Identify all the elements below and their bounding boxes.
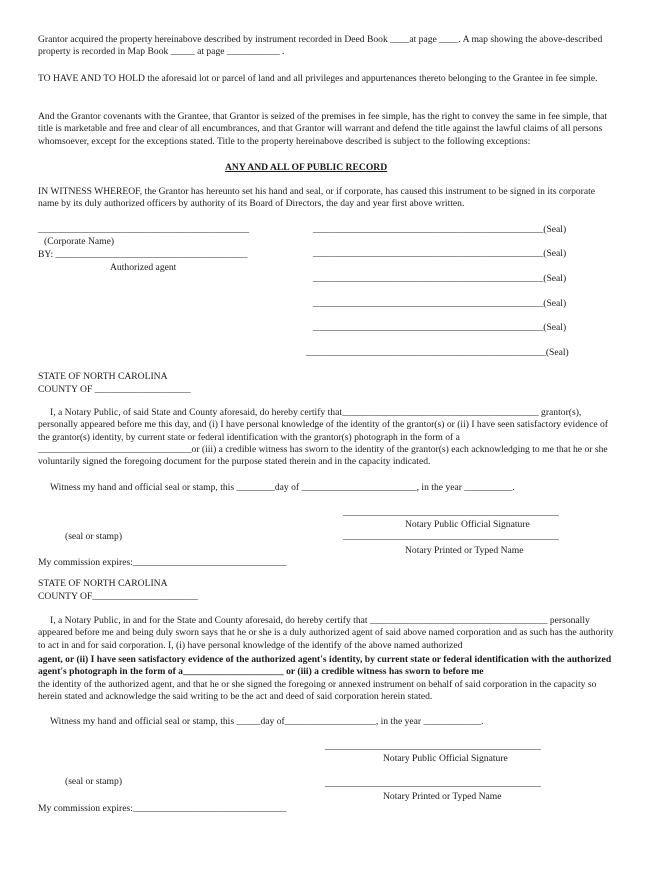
notary2-printed-name-label: Notary Printed or Typed Name xyxy=(383,791,502,802)
notary2-seal-label: (seal or stamp) xyxy=(65,776,123,787)
in-witness-paragraph: IN WITNESS WHEREOF, the Grantor has hereunto set his hand and seal, or if corporate, has caused this instrument to be signed in its corporate name by its duly authorized officers by authority of its Board of Directors, the day and year first above written. xyxy=(38,186,596,210)
notary1-signature-line: _____________________________________________ xyxy=(343,507,559,518)
notary2-commission-expires: My commission expires:________________________________ xyxy=(38,803,287,814)
notary2-state: STATE OF NORTH CAROLINA xyxy=(38,578,168,589)
corporate-name-line: ____________________________________________ xyxy=(38,224,250,235)
notary1-seal-label: (seal or stamp) xyxy=(65,531,123,542)
notary2-county: COUNTY OF______________________ xyxy=(38,591,198,602)
seal-signature-line: ________________________________________________(Seal) xyxy=(313,224,567,235)
authorized-agent-label: Authorized agent xyxy=(110,262,177,273)
corporate-name-label: (Corporate Name) xyxy=(44,236,115,247)
seal-signature-line: ________________________________________________(Seal) xyxy=(313,273,567,284)
notary2-certification-bold: agent, or (ii) I have seen satisfactory evidence of the authorized agent's identity, by current state or federal identification with the authorized agent's photograph in the form of a_____________________ or (iii) a credible witness has sworn to before me xyxy=(38,654,612,678)
notary2-signature-label: Notary Public Official Signature xyxy=(383,753,508,764)
notary1-state: STATE OF NORTH CAROLINA xyxy=(38,371,168,382)
notary1-witness-line: Witness my hand and official seal or stamp, this ________day of ________________________, in the year __________. xyxy=(50,482,515,493)
seal-signature-line: ________________________________________________(Seal) xyxy=(313,248,567,259)
notary1-county: COUNTY OF ____________________ xyxy=(38,384,191,395)
notary2-certification-end: the identity of the authorized agent, and that he or she signed the foregoing or annexed instrument on behalf of said corporation in the capacity so herein stated and acknowledge the said writing to be the act and deed of said corporation herein stated. xyxy=(38,679,597,703)
covenants-paragraph: And the Grantor covenants with the Grantee, that Grantor is seized of the premises in fee simple, has the right to convey the same in fee simple, that title is marketable and free and clear of all encumbrances, and that Grantor will warrant and defend the title against the lawful claims of all persons whomsoever, except for the exceptions stated. Title to the property hereinabove described is subject to the following exceptions: xyxy=(38,111,608,147)
notary1-signature-label: Notary Public Official Signature xyxy=(405,519,530,530)
seal-signature-line: __________________________________________________(Seal) xyxy=(306,347,569,358)
notary1-printed-name-label: Notary Printed or Typed Name xyxy=(405,545,524,556)
notary1-commission-expires: My commission expires:________________________________ xyxy=(38,557,287,568)
exceptions-heading: ANY AND ALL OF PUBLIC RECORD xyxy=(225,162,388,173)
notary2-witness-line: Witness my hand and official seal or stamp, this _____day of___________________, in the year ____________. xyxy=(50,716,484,727)
seal-signature-line: ________________________________________________(Seal) xyxy=(313,322,567,333)
deed-book-paragraph: Grantor acquired the property hereinabove described by instrument recorded in Deed Book ____at page ____. A map showing the above-described property is recorded in Map Book _____ at page ___________ . xyxy=(38,34,603,58)
notary1-certification: I, a Notary Public, of said State and County aforesaid, do hereby certify that_________________________________________ grantor(s), personally appeared before me this day, and (i) I have personal knowledge of the identity of the grantor(s) or (ii) I have seen satisfactory evidence of the grantor(s) identity, by current state or federal identification with the grantor(s) photograph in the form of a ________________________________or (iii) a credible witness has sworn to the identity of the grantor(s) each acknowledging to me that he or she voluntarily signed the foregoing document for the purpose stated therein and in the capacity indicated. xyxy=(38,407,608,468)
seal-signature-line: ________________________________________________(Seal) xyxy=(313,298,567,309)
notary1-printed-name-line: _____________________________________________ xyxy=(343,531,559,542)
habendum-paragraph: TO HAVE AND TO HOLD the aforesaid lot or parcel of land and all privileges and appurtenances thereto belonging to the Grantee in fee simple. xyxy=(38,73,598,84)
by-signature-line: BY: ________________________________________ xyxy=(38,249,248,260)
notary2-signature-line: _____________________________________________ xyxy=(325,741,541,752)
notary2-printed-name-line: _____________________________________________ xyxy=(325,778,541,789)
notary2-certification: I, a Notary Public, in and for the State and County aforesaid, do hereby certify that _____________________________________ personally appeared before me and being duly sworn says that he or she is a duly authorized agent of said above named corporation and as such has the authority to act in and for said corporation. I, (i) have personal knowledge of the identify of the above named authorized xyxy=(38,615,614,651)
